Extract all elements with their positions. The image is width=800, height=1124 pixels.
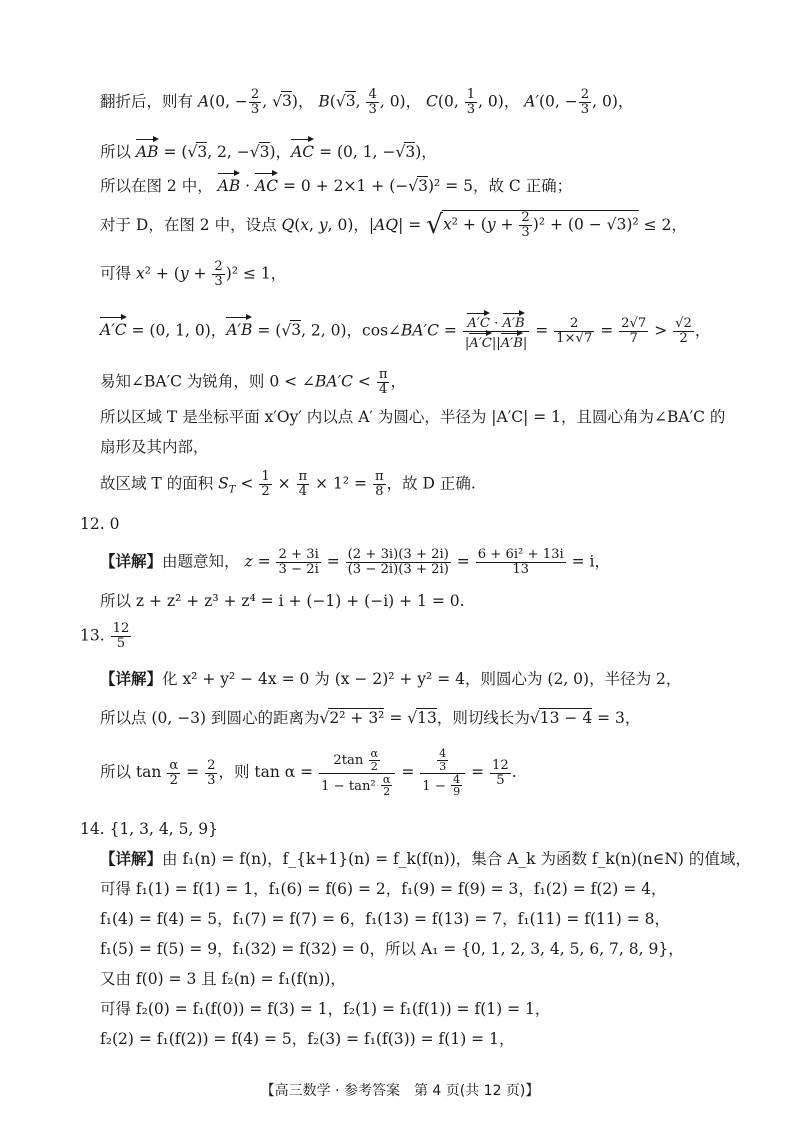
line-region: 所以区域 T 是坐标平面 x′Oy′ 内以点 A′ 为圆心，半径为 |A′C| = 1，且圆心角为∠BA′C 的 <box>100 408 726 426</box>
q13-answer: 13. $\frac{12}{5}$ <box>80 621 130 651</box>
q13-line3: 所以 tan $\frac{\alpha}{2}$ = $\frac{2}{3}$ ，则 tan α = 2tan $\frac{\alpha}{2}$ 1 − tan² $\frac{\alpha}{2}$ = $\frac{4}{3}$ 1 − $\frac{4}{9}$ = $\frac{12}{5}$ . <box>100 747 517 799</box>
q14-line3: f₁(4) = f(4) = 5，f₁(7) = f(7) = 6，f₁(13) = f(13) = 7，f₁(11) = f(11) = 8， <box>100 910 671 928</box>
q14-line7: f₂(2) = f₁(f(2)) = f(4) = 5，f₂(3) = f₁(f(3)) = f(1) = 1， <box>100 1030 515 1048</box>
q14-answer: 14. {1, 3, 4, 5, 9} <box>80 820 219 838</box>
q14-line5: 又由 f(0) = 3 且 f₂(n) = f₁(f(n))， <box>100 970 346 988</box>
q14-detail: 【详解】由 f₁(n) = f(n)，f_{k+1}(n) = f_k(f(n))，集合 A_k 为函数 f_k(n)(n∈N) 的值域， <box>100 850 751 868</box>
q12-answer: 12. 0 <box>80 515 120 533</box>
page-footer: 【高三数学 · 参考答案 第 4 页(共 12 页)】 <box>260 1083 540 1099</box>
line-cosine: A′C = (0, 1, 0)，A′B = (√3, 2, 0)，cos∠BA′C = $\frac{A'C \cdot A'B}{|A'C||A'B|}$ = $\frac{2}{1\times√7}$ = $\frac{2√7}{7}$ > $\frac{√2}{2}$ ， <box>100 312 760 351</box>
line-acute-angle: 易知∠BA′C 为锐角，则 0 < ∠BA′C < $\frac{\pi}{4}$ ， <box>100 367 406 397</box>
q14-line6: 可得 f₂(0) = f₁(f(0)) = f(3) = 1，f₂(1) = f₁(f(1)) = f(1) = 1， <box>100 1000 551 1018</box>
q13-line2: 所以点 (0, −3) 到圆心的距离为√2² + 3² = √13，则切线长为√13 − 4 = 3， <box>100 709 641 727</box>
line-area: 故区域 T 的面积 $S_T$ < $\frac{1}{2}$ × $\frac{\pi}{4}$ × 1² = $\frac{\pi}{8}$ ，故 D 正确. <box>100 469 476 499</box>
line-vectors: 所以 AB = (√3, 2, −√3)，AC = (0, 1, −√3)， <box>100 138 760 162</box>
q13-detail: 【详解】化 x² + y² − 4x = 0 为 (x − 2)² + y² = 4，则圆心为 (2, 0)，半径为 2， <box>100 670 682 688</box>
line-coordinates: 翻折后，则有 A(0, − $\frac{2}{3}$ , √3)， B(√3, $\frac{4}{3}$ , 0)， C(0, $\frac{1}{3}$ , 0)， A′(0, − $\frac{2}{3}$ , 0)， <box>100 87 634 117</box>
line-dot-product: 所以在图 2 中， AB · AC = 0 + 2×1 + (−√3)² = 5，故 C 正确； <box>100 172 760 196</box>
q12-detail: 【详解】由题意知， z = $\frac{2 + 3i}{3 - 2i}$ = $\frac{(2 + 3i)(3 + 2i)}{(3 - 2i)(3 + 2i)}$ = $\frac{\text{6 + 6i² + 13i}}{13}$ = i， <box>100 547 610 577</box>
q12-line2: 所以 z + z² + z³ + z⁴ = i + (−1) + (−i) + 1 = 0. <box>100 592 465 610</box>
line-sector: 扇形及其内部， <box>100 438 209 456</box>
line-option-d: 对于 D，在图 2 中，设点 Q(x, y, 0)，|AQ| = √x² + (y + $\frac{2}{3}$ )² + (0 − √3)² ≤ 2， <box>100 210 687 241</box>
line-inequality: 可得 x² + (y + $\frac{2}{3}$ )² ≤ 1， <box>100 259 287 289</box>
q14-line2: 可得 f₁(1) = f(1) = 1，f₁(6) = f(6) = 2，f₁(9) = f(9) = 3，f₁(2) = f(2) = 4， <box>100 880 667 898</box>
q14-line4: f₁(5) = f(5) = 9，f₁(32) = f(32) = 0，所以 A₁ = {0, 1, 2, 3, 4, 5, 6, 7, 8, 9}， <box>100 940 684 958</box>
